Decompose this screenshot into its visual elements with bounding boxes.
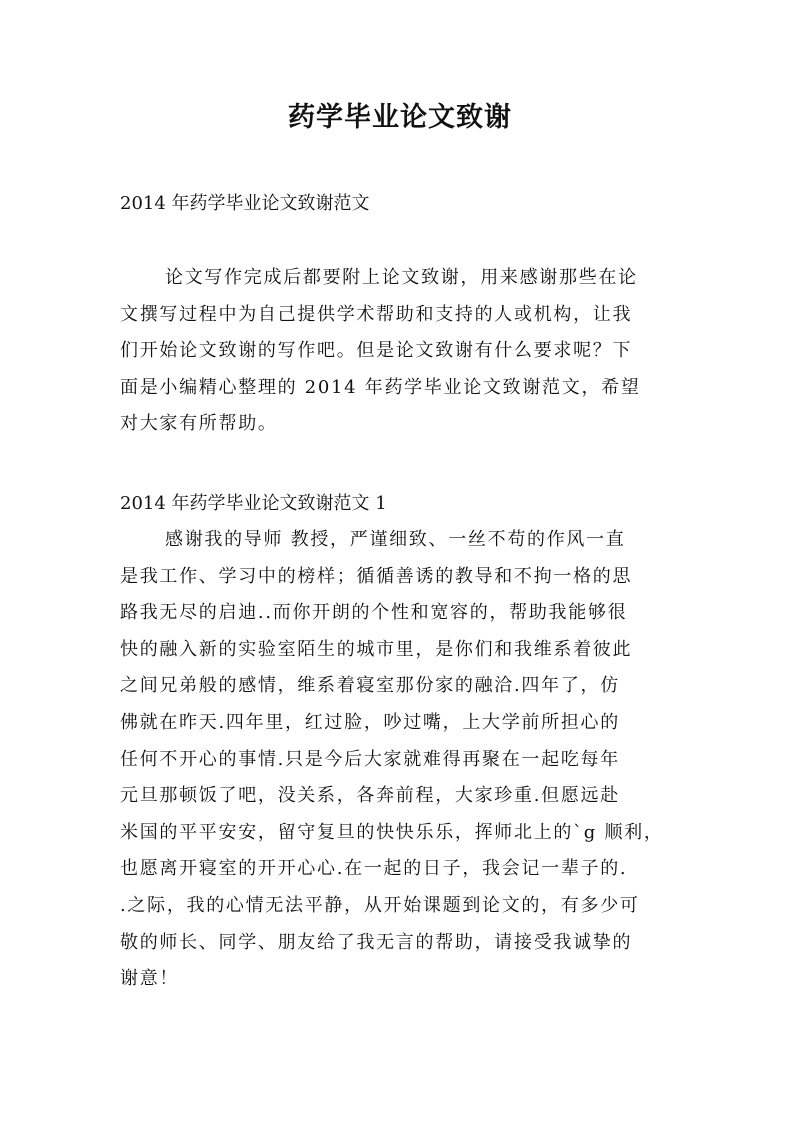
document-subtitle: 2014 年药学毕业论文致谢范文 xyxy=(120,193,370,214)
acknowledgement-line: 米国的平平安安，留守复旦的快快乐乐，挥师北上的`g 顺利， xyxy=(120,821,664,843)
document-title: 药学毕业论文致谢 xyxy=(288,102,512,133)
acknowledgement-line: 任何不开心的事情.只是今后大家就难得再聚在一起吃每年 xyxy=(120,748,620,770)
acknowledgement-line: 感谢我的导师 教授，严谨细致、一丝不苟的作风一直 xyxy=(165,529,626,550)
intro-line: 面是小编精心整理的 2014 年药学毕业论文致谢范文，希望 xyxy=(120,376,641,398)
acknowledgement-line: 谢意！ xyxy=(120,968,180,990)
acknowledgement-line: 也愿离开寝室的开开心心.在一起的日子，我会记一辈子的. xyxy=(120,858,628,880)
acknowledgement-line: 佛就在昨天.四年里，红过脸，吵过嘴，上大学前所担心的 xyxy=(120,711,620,733)
acknowledgement-paragraph xyxy=(120,522,680,998)
acknowledgement-line: 元旦那顿饭了吧，没关系，各奔前程，大家珍重.但愿远赴 xyxy=(120,785,620,807)
intro-line: 文撰写过程中为自己提供学术帮助和支持的人或机构，让我 xyxy=(120,303,633,325)
intro-line: 论文写作完成后都要附上论文致谢，用来感谢那些在论 xyxy=(165,267,638,288)
acknowledgement-line: 快的融入新的实验室陌生的城市里，是你们和我维系着彼此 xyxy=(120,638,633,660)
intro-paragraph xyxy=(120,260,680,443)
acknowledgement-line: .之际，我的心情无法平静，从开始课题到论文的，有多少可 xyxy=(120,894,640,916)
acknowledgement-line: 之间兄弟般的感情，维系着寝室那份家的融洽.四年了，仿 xyxy=(120,675,620,697)
intro-line: 们开始论文致谢的写作吧。但是论文致谢有什么要求呢？下 xyxy=(120,340,633,362)
acknowledgement-line: 是我工作、学习中的榜样；循循善诱的教导和不拘一格的思 xyxy=(120,565,633,587)
acknowledgement-line: 路我无尽的启迪..而你开朗的个性和宽容的，帮助我能够很 xyxy=(120,602,628,624)
section-heading: 2014 年药学毕业论文致谢范文 1 xyxy=(120,493,387,514)
intro-line: 对大家有所帮助。 xyxy=(120,413,278,435)
acknowledgement-line: 敬的师长、同学、朋友给了我无言的帮助，请接受我诚挚的 xyxy=(120,931,633,953)
